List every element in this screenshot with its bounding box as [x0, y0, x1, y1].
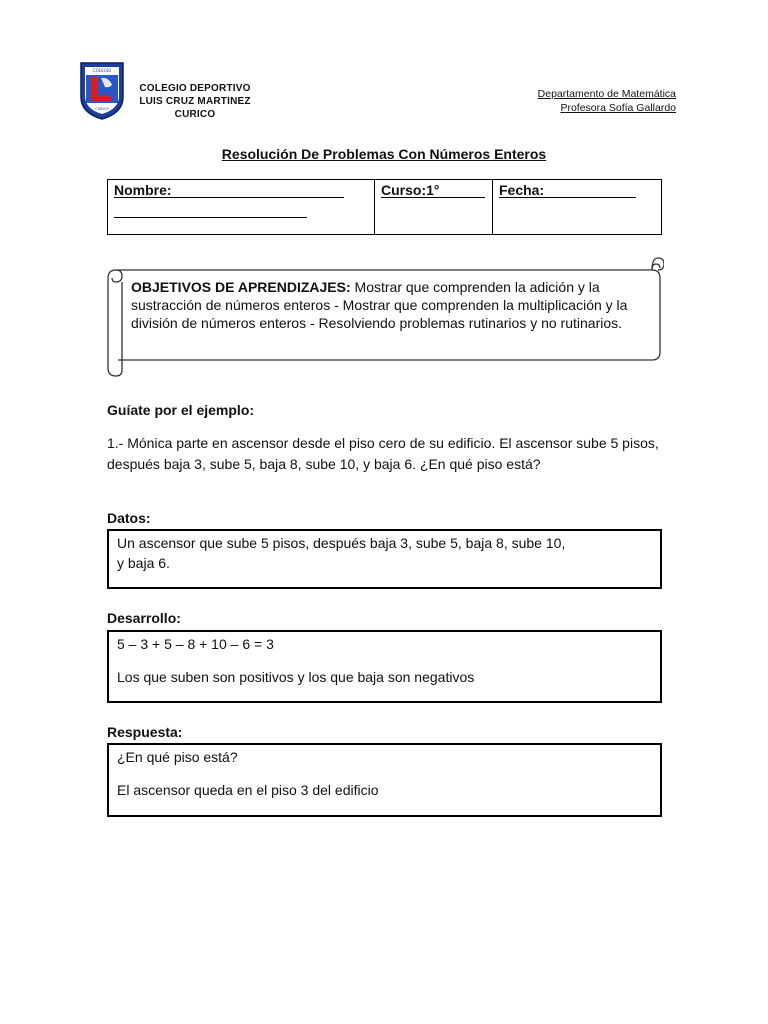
- nombre-label: Nombre:: [114, 182, 172, 198]
- fecha-label: Fecha:: [499, 182, 545, 198]
- datos-line-2: y baja 6.: [117, 555, 170, 571]
- fecha-underline: [499, 197, 636, 198]
- desarrollo-box[interactable]: [107, 630, 662, 703]
- objectives-label: OBJETIVOS DE APRENDIZAJES:: [131, 279, 351, 295]
- datos-label: Datos:: [107, 510, 151, 526]
- desarrollo-line-2: Los que suben son positivos y los que baja son negativos: [117, 669, 475, 685]
- curso-label: Curso:1°: [381, 182, 440, 198]
- respuesta-label: Respuesta:: [107, 724, 183, 740]
- department-name: Departamento de Matemática: [537, 88, 676, 100]
- teacher-name: Profesora Sofía Gallardo: [560, 102, 676, 114]
- respuesta-line-2: El ascensor queda en el piso 3 del edificio: [117, 782, 379, 798]
- objectives-body: Mostrar que comprenden la adición y la sustracción de números enteros - Mostrar que comprenden la multiplicación y la división de números enteros - Resolviendo problemas rutinarios y no rutinarios.: [131, 279, 628, 331]
- guide-label: Guíate por el ejemplo:: [107, 402, 255, 418]
- respuesta-box[interactable]: [107, 743, 662, 817]
- problem-statement: 1.- Mónica parte en ascensor desde el piso cero de su edificio. El ascensor sube 5 pisos, después baja 3, sube 5, baja 8, sube 10, y baja 6. ¿En qué piso está?: [107, 435, 659, 472]
- student-info-table: [107, 179, 662, 235]
- svg-text:COLEGIO: COLEGIO: [92, 68, 112, 73]
- nombre-blank-line-1: [176, 197, 344, 198]
- school-name: [130, 82, 260, 121]
- curso-cell[interactable]: [375, 180, 493, 234]
- nombre-blank-line-2: [114, 217, 307, 218]
- department-info: [500, 87, 676, 115]
- desarrollo-label: Desarrollo:: [107, 610, 181, 626]
- desarrollo-line-1: 5 – 3 + 5 – 8 + 10 – 6 = 3: [117, 636, 274, 652]
- nombre-label-underline: [114, 197, 176, 198]
- fecha-cell[interactable]: [493, 180, 661, 234]
- curso-underline: [381, 197, 485, 198]
- school-line-1: COLEGIO DEPORTIVO: [139, 83, 251, 94]
- datos-line-1: Un ascensor que sube 5 pisos, después baja 3, sube 5, baja 8, sube 10,: [117, 535, 566, 551]
- nombre-cell[interactable]: [108, 180, 375, 234]
- school-line-2: LUIS CRUZ MARTINEZ: [139, 96, 251, 107]
- objectives-text: [131, 278, 651, 332]
- respuesta-line-1: ¿En qué piso está?: [117, 749, 238, 765]
- page-title: Resolución De Problemas Con Números Enteros: [221, 146, 547, 162]
- school-line-3: CURICO: [174, 109, 216, 120]
- datos-box[interactable]: [107, 529, 662, 589]
- svg-text:CURICO: CURICO: [95, 107, 109, 111]
- school-crest-icon: [79, 61, 125, 121]
